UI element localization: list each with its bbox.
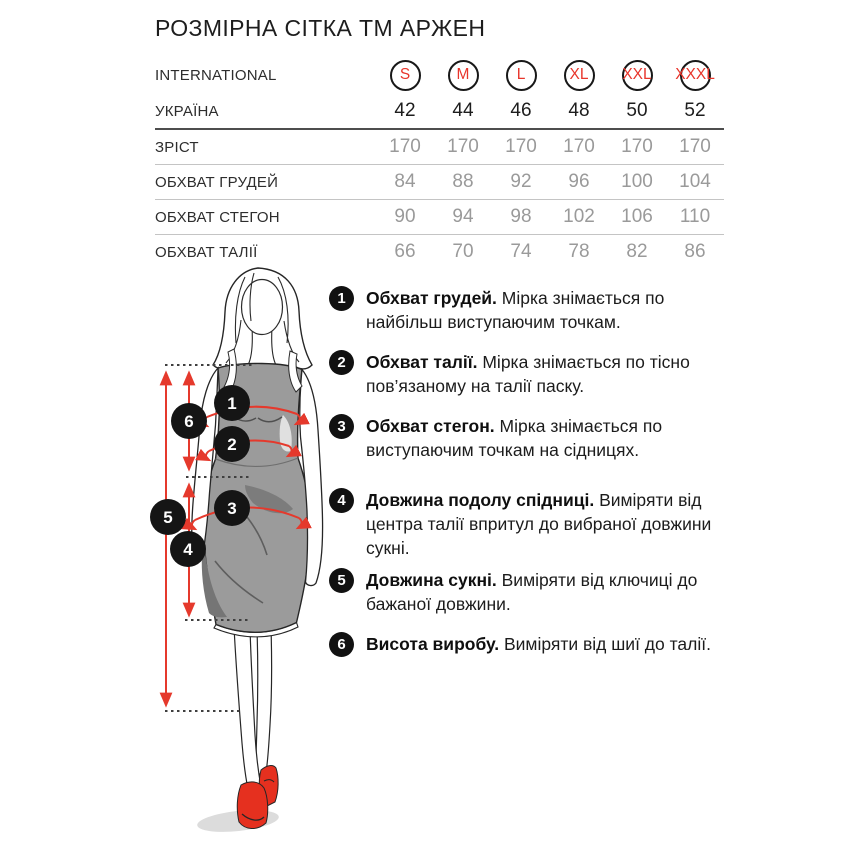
table-cell: 70 [452, 241, 474, 262]
table-cell: 170 [447, 136, 479, 157]
table-cell: 42 [394, 100, 416, 121]
size-badge-l: L [506, 60, 537, 91]
table-cell: 170 [679, 136, 711, 157]
face [242, 280, 283, 335]
row-label: ЗРІСТ [155, 138, 199, 156]
leg-back [255, 627, 272, 775]
table-cell: 170 [563, 136, 595, 157]
measurement-legend [329, 286, 725, 673]
legend-term: Довжина сукні. [366, 570, 497, 590]
size-badge-xl: XL [564, 60, 595, 91]
legend-description: Виміряти від ключиці до бажаної довжини. [366, 570, 698, 614]
size-badge-xxl: XXL [622, 60, 653, 91]
legend-description: Мірка знімається по тісно пов’язаному на талії паску. [366, 352, 690, 396]
mannequin-sketch [145, 265, 345, 850]
table-cell: 94 [452, 206, 474, 227]
legend-item-dress-length [329, 568, 725, 616]
table-cell: 170 [389, 136, 421, 157]
marker-2 [214, 426, 250, 462]
table-cell: 98 [510, 206, 532, 227]
table-row-height [155, 130, 724, 164]
legend-term: Висота виробу. [366, 634, 500, 654]
svg-text:2: 2 [227, 435, 237, 454]
table-cell: 46 [510, 100, 532, 121]
legend-number-badge: 4 [329, 488, 354, 513]
svg-text:3: 3 [227, 499, 237, 518]
table-cell: 106 [621, 206, 653, 227]
row-label: ОБХВАТ ТАЛІЇ [155, 243, 258, 261]
legend-description: Мірка знімається по найбільш виступаючим точкам. [366, 288, 665, 332]
table-cell: 44 [452, 100, 474, 121]
marker-1 [214, 385, 250, 421]
table-cell: 104 [679, 171, 711, 192]
marker-6 [171, 403, 207, 439]
legend-description: Виміряти від центра талії впритул до вибраної довжини сукні. [366, 490, 712, 558]
table-cell: 86 [684, 241, 706, 262]
legend-item-bust [329, 286, 725, 334]
size-table [155, 56, 724, 269]
legend-number-badge: 2 [329, 350, 354, 375]
table-row-bust [155, 164, 724, 199]
legend-description: Виміряти від шиї до талії. [503, 634, 711, 654]
svg-text:4: 4 [183, 540, 193, 559]
table-row-international [155, 56, 724, 94]
page-title: РОЗМІРНА СІТКА ТМ АРЖЕН [155, 15, 486, 41]
row-label: ОБХВАТ ГРУДЕЙ [155, 173, 279, 191]
marker-4 [170, 531, 206, 567]
marker-5 [150, 499, 186, 535]
legend-number-badge: 1 [329, 286, 354, 311]
row-label: ОБХВАТ СТЕГОН [155, 208, 280, 226]
legend-item-hips [329, 414, 725, 462]
table-cell: 170 [621, 136, 653, 157]
legend-term: Обхват талії. [366, 352, 478, 372]
shoe-front [237, 782, 267, 829]
table-cell: 52 [684, 100, 706, 121]
legend-item-bodice-height [329, 632, 725, 657]
table-cell: 82 [626, 241, 648, 262]
legend-item-skirt-length [329, 488, 725, 560]
size-badge-s: S [390, 60, 421, 91]
table-cell: 90 [394, 206, 416, 227]
legend-number-badge: 5 [329, 568, 354, 593]
size-badge-xxxl: XXXL [680, 60, 711, 91]
legend-number-badge: 3 [329, 414, 354, 439]
table-cell: 74 [510, 241, 532, 262]
table-cell: 92 [510, 171, 532, 192]
marker-3 [214, 490, 250, 526]
table-cell: 96 [568, 171, 590, 192]
table-row-waist [155, 234, 724, 269]
table-cell: 78 [568, 241, 590, 262]
row-label: УКРАЇНА [155, 102, 219, 120]
table-cell: 102 [563, 206, 595, 227]
legend-description: Мірка знімається по виступаючим точкам на сідницях. [366, 416, 663, 460]
legend-term: Обхват стегон. [366, 416, 495, 436]
table-row-ukraine [155, 94, 724, 130]
row-label: INTERNATIONAL [155, 66, 277, 84]
svg-text:5: 5 [163, 508, 173, 527]
legend-number-badge: 6 [329, 632, 354, 657]
size-badge-m: M [448, 60, 479, 91]
legend-item-waist [329, 350, 725, 398]
table-cell: 170 [505, 136, 537, 157]
figure-illustration [145, 265, 345, 850]
legend-term: Довжина подолу спідниці. [366, 490, 595, 510]
legend-term: Обхват грудей. [366, 288, 497, 308]
table-cell: 100 [621, 171, 653, 192]
table-cell: 110 [679, 206, 711, 227]
table-cell: 48 [568, 100, 590, 121]
svg-text:6: 6 [184, 412, 194, 431]
table-cell: 88 [452, 171, 474, 192]
table-row-hips [155, 199, 724, 234]
table-cell: 50 [626, 100, 648, 121]
table-cell: 84 [394, 171, 416, 192]
table-cell: 66 [394, 241, 416, 262]
svg-text:1: 1 [227, 394, 237, 413]
